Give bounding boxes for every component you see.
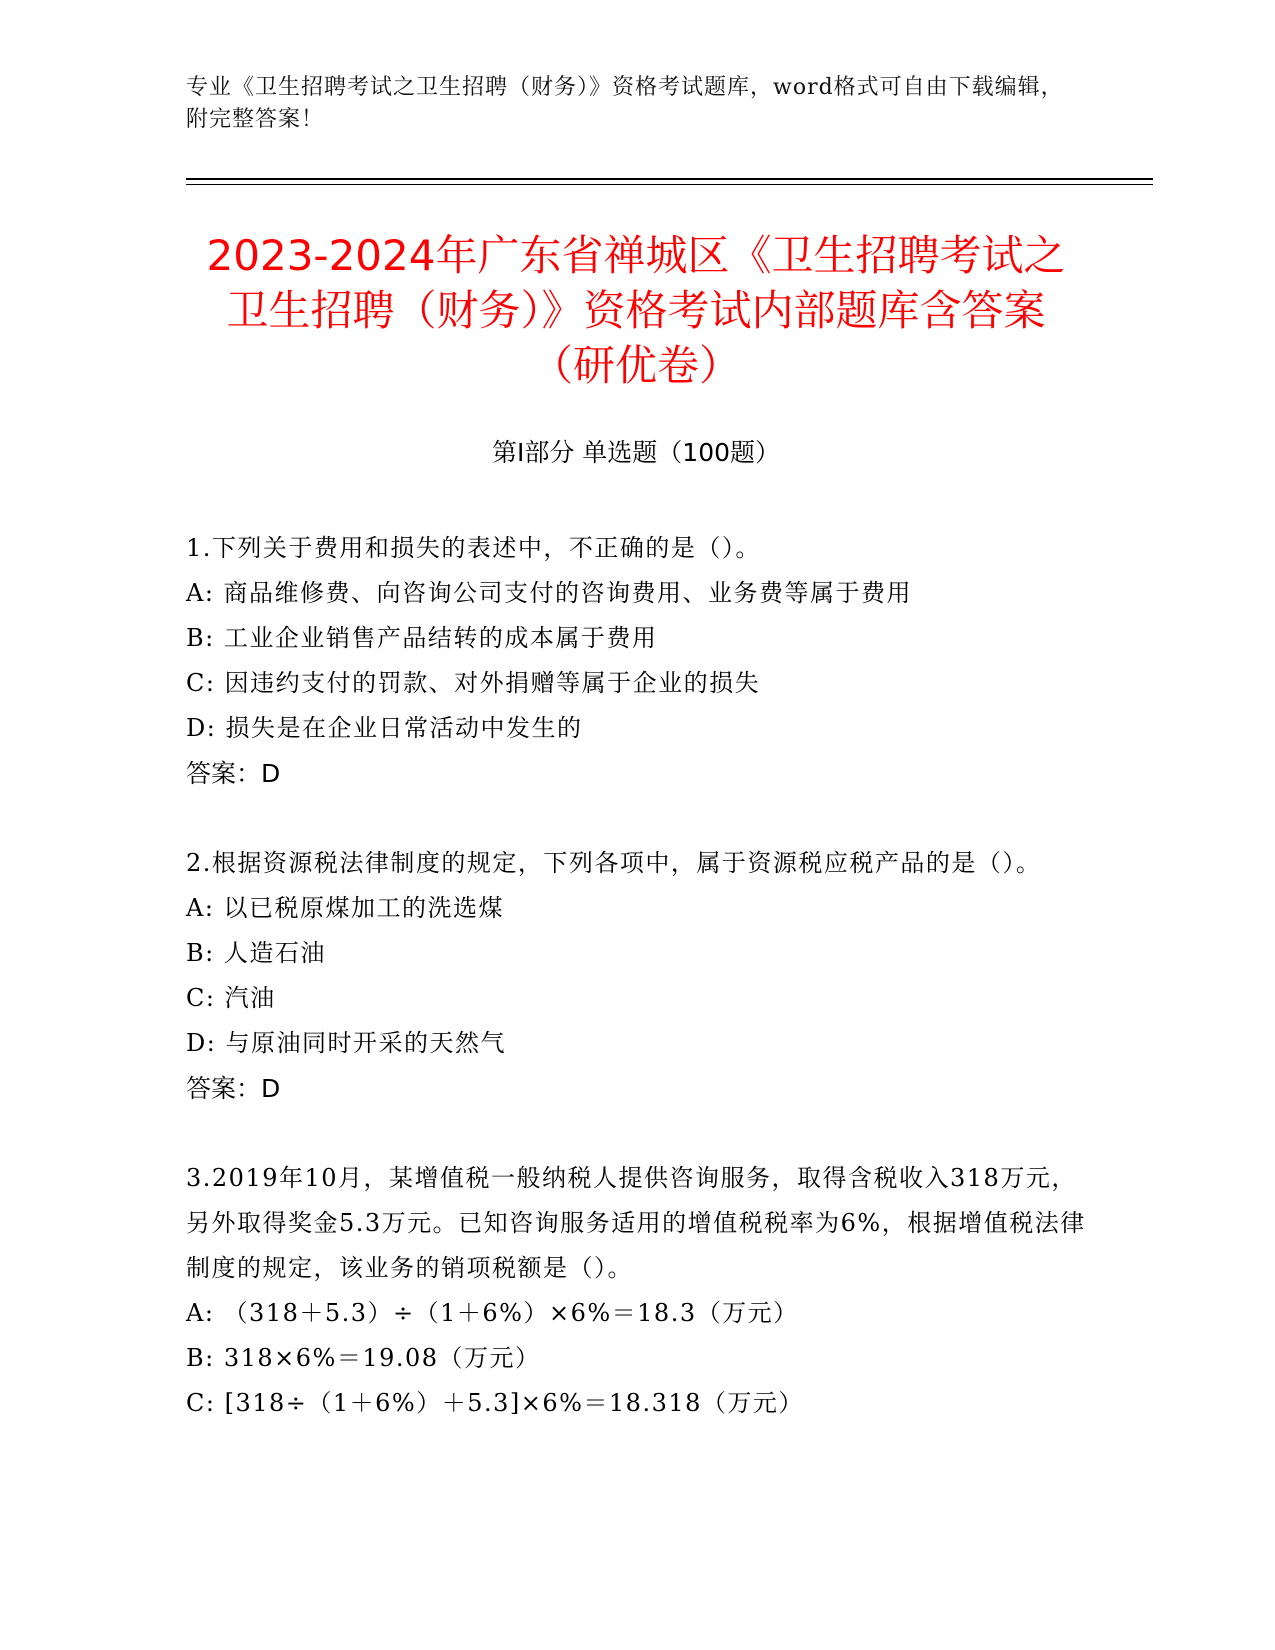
header-note: 专业《卫生招聘考试之卫生招聘（财务）》资格考试题库，word格式可自由下载编辑，附完整答案！	[186, 75, 1064, 132]
question-stem: 3.2019年10月，某增值税一般纳税人提供咨询服务，取得含税收入318万元，另外取得奖金5.3万元。已知咨询服务适用的增值税税率为6%，根据增值税法律制度的规定，该业务的销项税额是（）。	[186, 1164, 1086, 1282]
option-b: B: 工业企业销售产品结转的成本属于费用	[186, 624, 658, 652]
option-b: B: 人造石油	[186, 939, 326, 967]
header-rule-thick	[186, 178, 1153, 180]
option-a: A: （318＋5.3）÷（1＋6%）×6%＝18.3（万元）	[186, 1299, 799, 1327]
answer: 答案：D	[186, 1074, 281, 1103]
option-b: B: 318×6%＝19.08（万元）	[186, 1344, 541, 1372]
question-2	[186, 841, 1086, 1111]
section-title: 第Ⅰ部分 单选题（100题）	[491, 438, 781, 467]
option-d: D: 损失是在企业日常活动中发生的	[186, 714, 583, 742]
option-a: A: 以已税原煤加工的洗选煤	[186, 894, 505, 922]
question-1	[186, 526, 1086, 796]
question-stem: 1.下列关于费用和损失的表述中，不正确的是（）。	[186, 534, 761, 562]
option-a: A: 商品维修费、向咨询公司支付的咨询费用、业务费等属于费用	[186, 579, 913, 607]
question-3	[186, 1156, 1086, 1426]
question-stem: 2.根据资源税法律制度的规定，下列各项中，属于资源税应税产品的是（）。	[186, 849, 1042, 877]
option-d: D: 与原油同时开采的天然气	[186, 1029, 506, 1057]
header-rule-thin	[186, 184, 1153, 185]
answer: 答案：D	[186, 759, 281, 788]
option-c: C: 汽油	[186, 984, 276, 1012]
document-title: 2023-2024年广东省禅城区《卫生招聘考试之卫生招聘（财务）》资格考试内部题库含答案（研优卷）	[206, 231, 1066, 390]
question-list	[186, 526, 1086, 1471]
option-c: C: [318÷（1＋6%）＋5.3]×6%＝18.318（万元）	[186, 1389, 804, 1417]
option-c: C: 因违约支付的罚款、对外捐赠等属于企业的损失	[186, 669, 761, 697]
